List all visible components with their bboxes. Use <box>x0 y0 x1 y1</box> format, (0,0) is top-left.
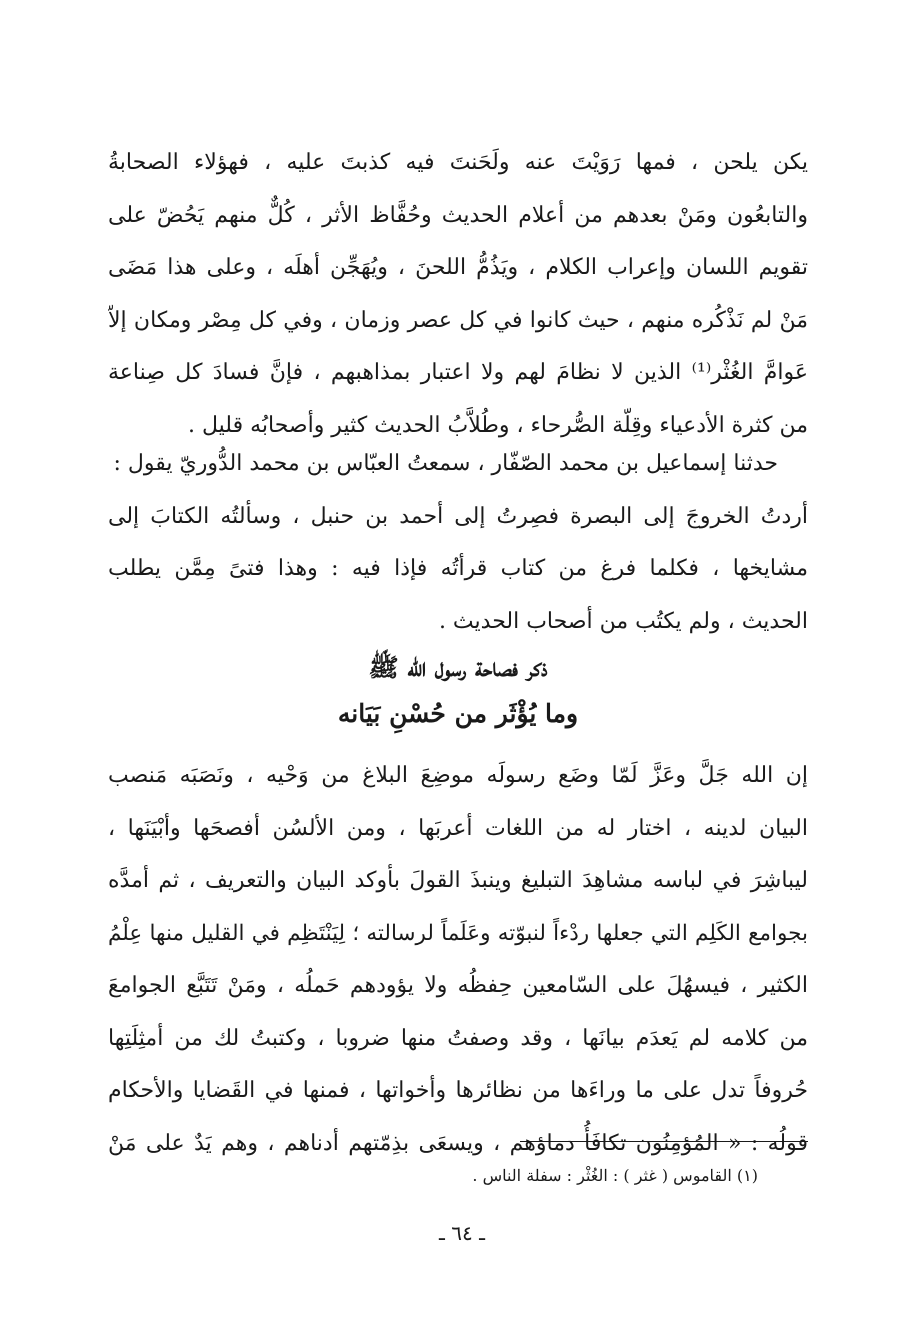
text-line: البيان لدينه ، اختار له من اللغات أعربَها ، ومن الألسُن أفصحَها وأبْيَنَها ، <box>108 815 808 841</box>
heading-line-2: وما يُؤْثَر من حُسْنِ بَيَانه <box>337 699 579 728</box>
text-line: مَنْ لم نَذْكُره منهم ، حيث كانوا في كل عصر وزمان ، وفي كل مِصْر ومكان إلاّ <box>108 307 808 333</box>
text-line: من كلامه لم يَعدَم بيانَها ، وقد وصفتُ منها ضروبا ، وكتبتُ لك من أمثِلَتِها <box>108 1025 808 1051</box>
footnote-divider <box>520 1141 808 1142</box>
paragraph-3 <box>108 750 808 1170</box>
text-line: حُروفاً تدل على ما وراءَها من نظائرها وأخواتها ، فمنها في القَضايا والأحكام <box>108 1078 808 1103</box>
text-line: ليباشِرَ في لباسه مشاهِدَ التبليغ وينبذَ القولَ بأوكد البيان والتعريف ، ثم أمدَّه <box>108 868 808 893</box>
text-line: يكن يلحن ، فمها رَوَيْتَ عنه ولَحَنتَ فيه كذبتَ عليه ، فهؤلاء الصحابةُ <box>108 150 808 175</box>
text-line: الكثير ، فيسهُلَ على السّامعين حِفظُه ولا يؤودهم حَملُه ، ومَنْ تَتَبَّع الجوامعَ <box>108 973 808 998</box>
text-line: أردتُ الخروجَ إلى البصرة فصِرتُ إلى أحمد بن حنبل ، وسألتُه الكتابَ إلى <box>108 503 808 529</box>
footnote: (١) القاموس ( غثر ) : الغُثْر : سفلة الناس . <box>472 1166 758 1185</box>
text-line: والتابعُون ومَنْ بعدهم من أعلام الحديث وحُفَّاظ الأثر ، كُلٌّ منهم يَحُضّ على <box>108 202 808 228</box>
text-line: مشايخها ، فكلما فرغ من كتاب قرأتُه فإذا فيه : وهذا فتىً مِمَّن يطلب <box>108 556 808 581</box>
text-line: حدثنا إسماعيل بن محمد الصّفّار ، سمعتُ العبّاس بن محمد الدُّوريّ يقول : <box>113 451 778 476</box>
text-line: بجوامع الكَلِم التي جعلها ردْءاً لنبوّته وعَلَماً لرسالته ؛ لِيَنْتَظِم في القليل منها عِلْمُ <box>108 920 808 946</box>
text-line: إن الله جَلَّ وعَزَّ لَمّا وضَع رسولَه موضِعَ البلاغ من وَحْيه ، ونَصَبَه مَنصب <box>108 763 808 788</box>
text-line: عَوامَّ الغُثْر⁽¹⁾ الذين لا نظامَ لهم ولا اعتبار بمذاهبهم ، فإنَّ فسادَ كل صِناعة <box>108 360 808 385</box>
text-line: من كثرة الأدعياء وقِلّة الصُّرحاء ، وطُلاَّبُ الحديث كثير وأصحابُه قليل . <box>188 412 808 438</box>
text-line: قولُه : « المُؤمِنُون تكافَأُ دماؤهم ، ويسعَى بذِمّتهم أدناهم ، وهم يَدٌ على مَنْ <box>108 1130 808 1156</box>
text-line: تقويم اللسان وإعراب الكلام ، ويَذُمُّ اللحنَ ، ويُهَجِّن أهلَه ، وعلى هذا مَضَى <box>108 255 808 280</box>
page-number: ـ ٦٤ ـ <box>439 1221 485 1245</box>
heading-line: ذكر فصاحة رسول الله ﷺ <box>368 653 548 682</box>
paragraph-2 <box>108 438 808 648</box>
text-line: الحديث ، ولم يكتُب من أصحاب الحديث . <box>438 608 808 634</box>
paragraph-1 <box>108 137 808 452</box>
section-heading <box>108 645 808 737</box>
